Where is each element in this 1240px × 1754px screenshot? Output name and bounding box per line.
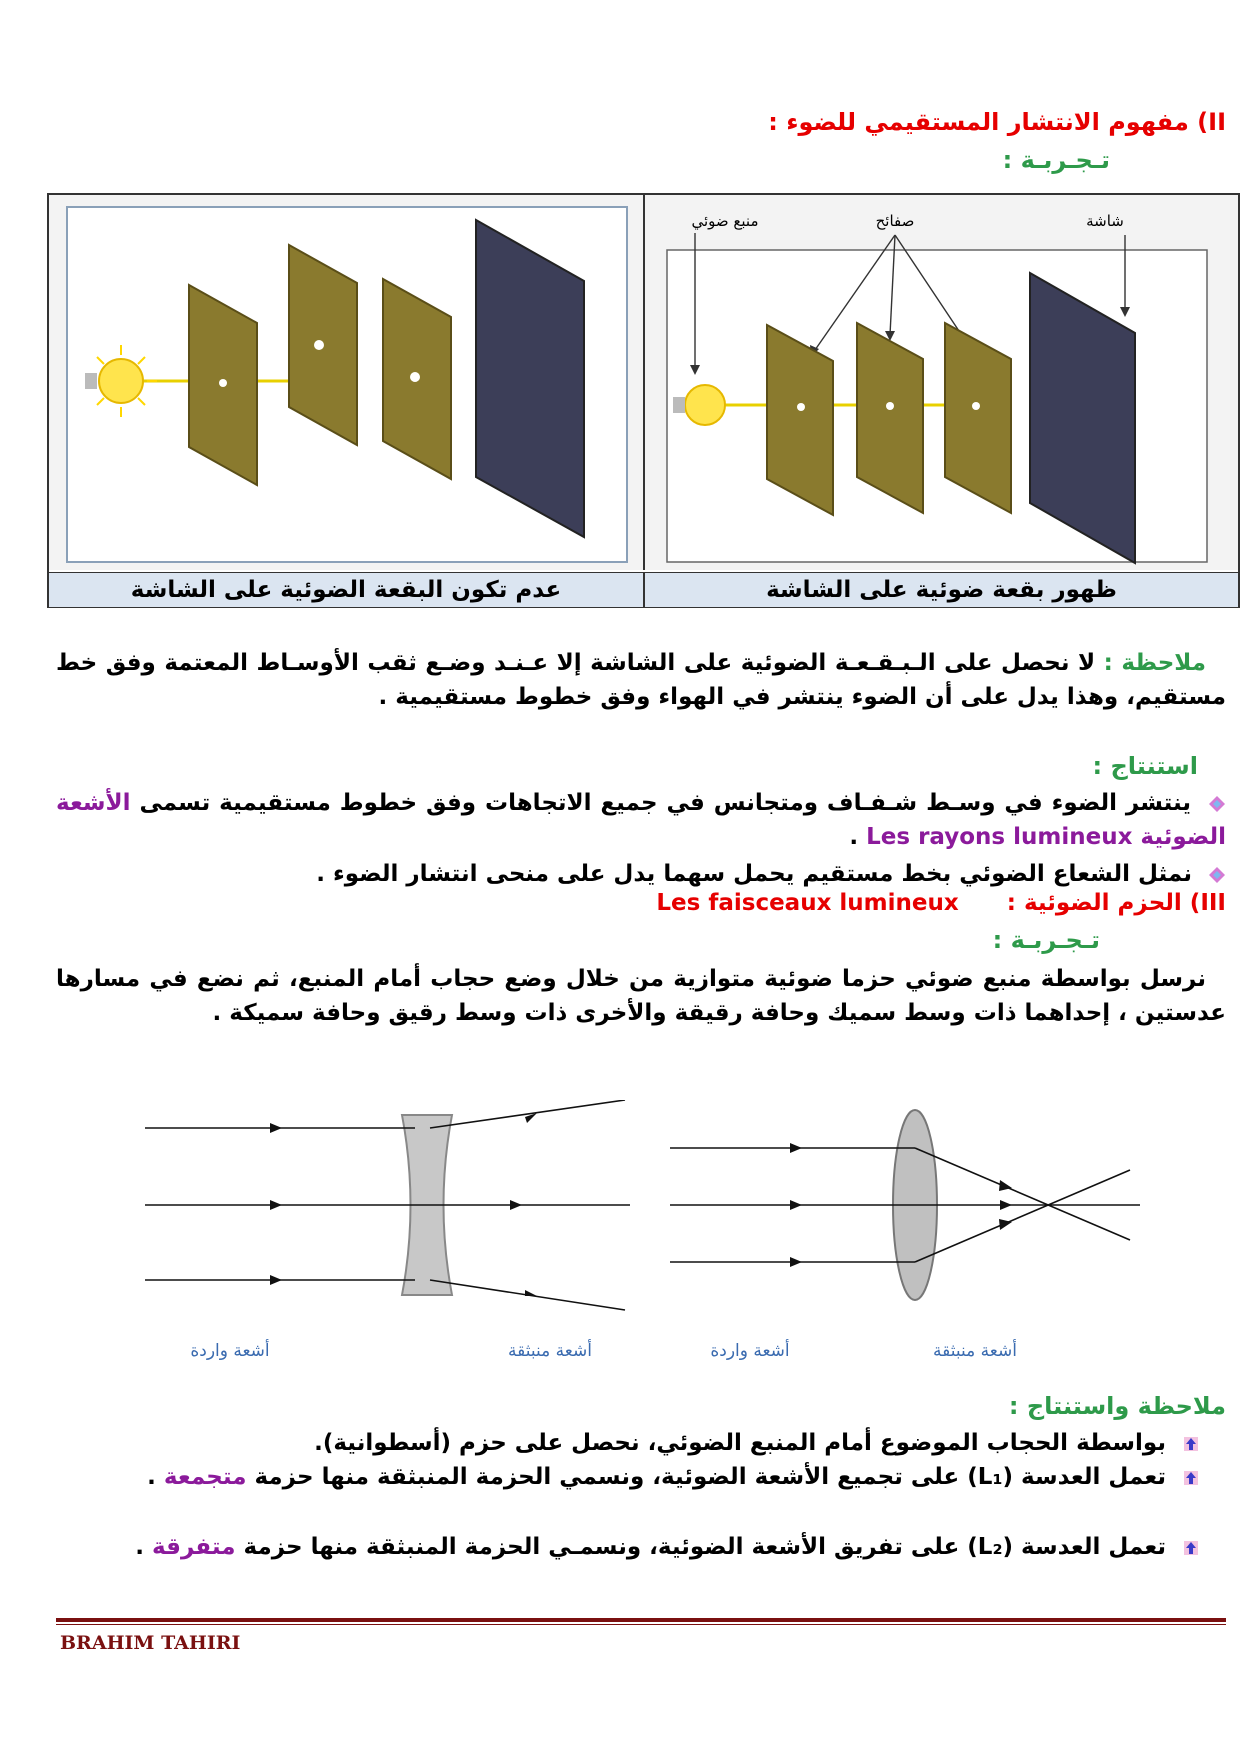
observation-2-b3-end: . [135, 1534, 144, 1560]
observation-2-label: ملاحظة واستنتاج : [1008, 1392, 1226, 1420]
arrow-bullet-icon [1182, 1539, 1200, 1557]
conclusion-1-b1-end: . [849, 824, 859, 850]
caption-left: عدم تكون البقعة الضوئية على الشاشة [49, 572, 645, 607]
experiment-label-1: تـجـربـة : [1002, 146, 1110, 174]
section-title-3 [56, 890, 1226, 916]
label-left-emergent: أشعة منبثقة [508, 1341, 592, 1361]
section-title-2: II) مفهوم الانتشار المستقيمي للضوء : [768, 108, 1226, 136]
caption-right: ظهور بقعة ضوئية على الشاشة [645, 572, 1238, 607]
figure-1-right-diagram [645, 195, 1238, 570]
figure-1-left-cell [49, 195, 645, 570]
figure-1 [47, 193, 1240, 608]
label-plates: صفائح [875, 212, 915, 230]
label-right-emergent: أشعة منبثقة [933, 1341, 1017, 1361]
footer-rule-thin [56, 1624, 1226, 1625]
conclusion-1-b2-text: نمثل الشعاع الضوئي بخط مستقيم يحمل سهما يدل على منحى انتشار الضوء . [316, 861, 1192, 887]
observation-2-bullet-1 [56, 1426, 1200, 1460]
observation-2-b2-text: تعمل العدسة (L₁) على تجميع الأشعة الضوئية، ونسمي الحزمة المنبثقة منها حزمة [254, 1464, 1166, 1490]
observation-2-b3-text: تعمل العدسة (L₂) على تفريق الأشعة الضوئية، ونسمـي الحزمة المنبثقة منها حزمة [243, 1534, 1166, 1560]
conclusion-1-bullet-2 [56, 857, 1226, 891]
arrow-bullet-icon [1182, 1469, 1200, 1487]
observation-1-label: ملاحظة : [1103, 650, 1206, 676]
observation-2-b2-end: . [147, 1464, 156, 1490]
conclusion-1-bullet-1 [56, 786, 1226, 854]
observation-2-b2-term: متجمعة [163, 1464, 247, 1490]
observation-2-bullet-2 [56, 1460, 1200, 1494]
label-source: منبع ضوئي [691, 212, 759, 230]
observation-2-b1: بواسطة الحجاب الموضوع أمام المنبع الضوئي، نحصل على حزم (أسطوانية). [314, 1430, 1166, 1456]
footer-rule [56, 1618, 1226, 1622]
experiment-label-2: تـجـربـة : [992, 926, 1100, 954]
conclusion-1-b1-ar-term: الأشعة الضوئية [56, 790, 1226, 850]
label-right-incident: أشعة واردة [710, 1341, 790, 1361]
diamond-bullet-icon [1208, 866, 1226, 884]
observation-2-b3-term: متفرقة [151, 1534, 236, 1560]
arrow-bullet-icon [1182, 1435, 1200, 1453]
figure-1-right-cell [645, 195, 1238, 570]
observation-2-bullet-3 [56, 1530, 1200, 1564]
conclusion-1-b1-text: ينتشر الضوء في وسـط شـفـاف ومتجانس في جميع الاتجاهات وفق خطوط مستقيمية تسمى [139, 790, 1192, 816]
diamond-bullet-icon [1208, 795, 1226, 813]
observation-1-text: لا نحصل على الـبـقـعـة الضوئية على الشاشة إلا عـنـد وضـع ثقب الأوسـاط المعتمة وفق خط مستقيم، وهذا يدل على أن الضوء ينتشر في الهواء وفق خطوط مستقيمية . [56, 650, 1226, 710]
section-3-title-fr: Les faisceaux lumineux [656, 890, 959, 916]
section-3-text: نرسل بواسطة منبع ضوئي حزما ضوئية متوازية من خلال وضع حجاب أمام المنبع، ثم نضع في مسارها عدستين ، إحداهما ذات وسط سميك وحافة رقيقة والأخرى ذات وسط رقيق وحافة سميكة . [56, 966, 1226, 1026]
conclusion-1-b1-fr-term: Les rayons lumineux [866, 824, 1133, 850]
label-screen: شاشة [1086, 212, 1124, 230]
figure-1-left-diagram [49, 195, 643, 570]
footer-author: BRAHIM TAHIRI [60, 1632, 241, 1654]
observation-1 [56, 646, 1226, 714]
figure-2-lenses [130, 1100, 1160, 1390]
section-3-title-ar: III) الحزم الضوئية : [1006, 890, 1226, 916]
conclusion-1-label: استنتاج : [1092, 752, 1198, 780]
label-left-incident: أشعة واردة [190, 1341, 270, 1361]
